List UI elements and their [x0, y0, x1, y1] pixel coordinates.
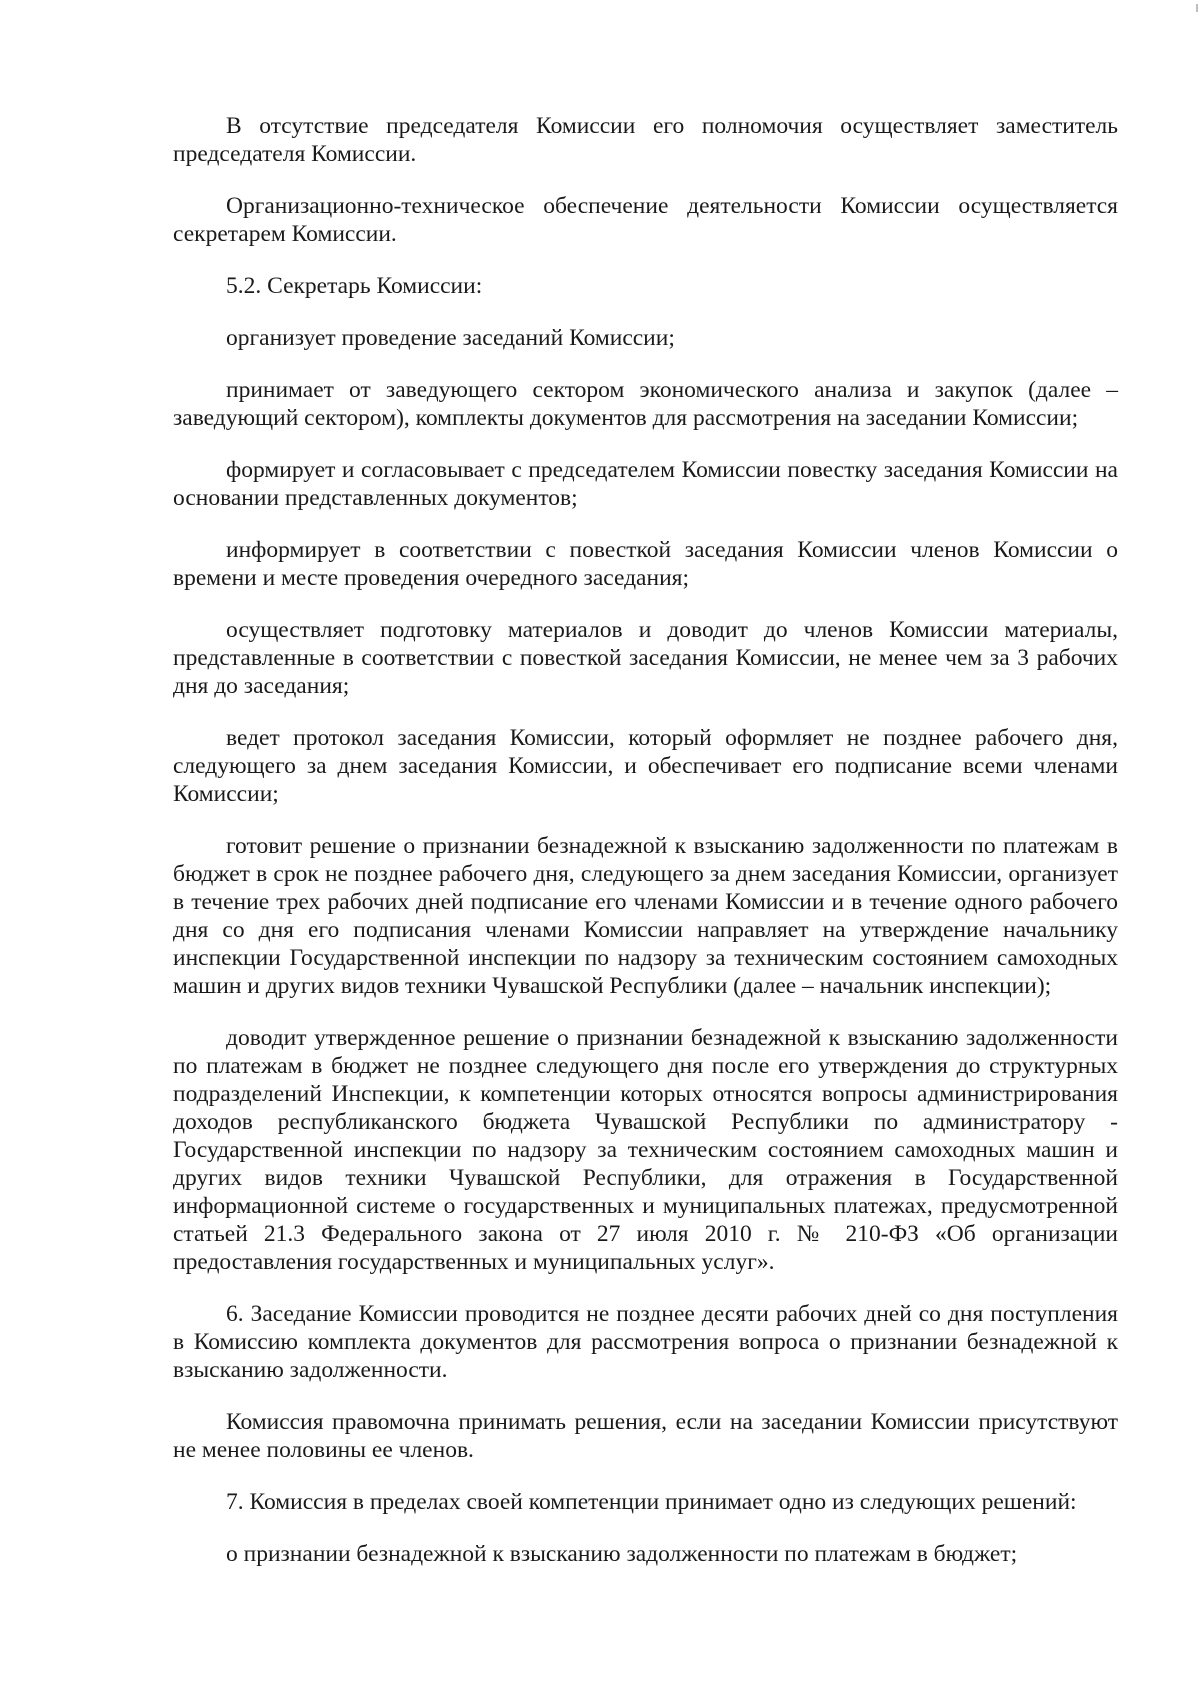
paragraph-prepares-materials: осуществляет подготовку материалов и доводит до членов Комиссии материалы, представленные в соответствии с повесткой заседания Комиссии, не менее чем за 3 рабочих дня до заседания; — [173, 617, 1118, 699]
paragraph-decision-option: о признании безнадежной к взысканию задолженности по платежам в бюджет; — [226, 1541, 1018, 1567]
document-body — [173, 112, 1118, 1568]
paragraph-quorum: Комиссия правомочна принимать решения, если на заседании Комиссии присутствуют не менее половины ее членов. — [173, 1409, 1118, 1463]
paragraph-organizes-meetings: организует проведение заседаний Комиссии; — [226, 325, 675, 351]
scan-edge-mark — [1196, 4, 1198, 12]
paragraph-commission-decisions: 7. Комиссия в пределах своей компетенции принимает одно из следующих решений: — [226, 1489, 1077, 1515]
paragraph-secretary-heading: 5.2. Секретарь Комиссии: — [226, 273, 483, 299]
paragraph-deputy-chairman: В отсутствие председателя Комиссии его полномочия осуществляет заместитель председателя Комиссии. — [173, 113, 1118, 167]
paragraph-org-support: Организационно-техническое обеспечение деятельности Комиссии осуществляется секретарем Комиссии. — [173, 193, 1118, 247]
paragraph-keeps-protocol: ведет протокол заседания Комиссии, который оформляет не позднее рабочего дня, следующего за днем заседания Комиссии, и обеспечивает его подписание всеми членами Комиссии; — [173, 725, 1118, 807]
paragraph-delivers-decision: доводит утвержденное решение о признании безнадежной к взысканию задолженности по платежам в бюджет не позднее следующего дня после его утверждения до структурных подразделений Инспекции, к компетенции которых относятся вопросы администрирования доходов республиканского бюджета Чувашской Республики по администратору - Государственной инспекции по надзору за техническим состоянием самоходных машин и других видов техники Чувашской Республики, для отражения в Государственной информационной системе о государственных и муниципальных платежах, предусмотренной статьей 21.3 Федерального закона от 27 июля 2010 г. № 210-ФЗ «Об организации предоставления государственных и муниципальных услуг». — [173, 1025, 1118, 1275]
paragraph-forms-agenda: формирует и согласовывает с председателем Комиссии повестку заседания Комиссии на основании представленных документов; — [173, 457, 1118, 511]
paragraph-meeting-deadline: 6. Заседание Комиссии проводится не позднее десяти рабочих дней со дня поступления в Комиссию комплекта документов для рассмотрения вопроса о признании безнадежной к взысканию задолженности. — [173, 1301, 1118, 1383]
paragraph-informs-members: информирует в соответствии с повесткой заседания Комиссии членов Комиссии о времени и месте проведения очередного заседания; — [173, 537, 1118, 591]
paragraph-prepares-decision: готовит решение о признании безнадежной к взысканию задолженности по платежам в бюджет в срок не позднее рабочего дня, следующего за днем заседания Комиссии, организует в течение трех рабочих дней подписание его членами Комиссии и в течение одного рабочего дня со дня его подписания членами Комиссии направляет на утверждение начальнику инспекции Государственной инспекции по надзору за техническим состоянием самоходных машин и других видов техники Чувашской Республики (далее – начальник инспекции); — [173, 833, 1118, 999]
paragraph-receives-documents: принимает от заведующего сектором экономического анализа и закупок (далее – заведующий сектором), комплекты документов для рассмотрения на заседании Комиссии; — [173, 377, 1118, 431]
